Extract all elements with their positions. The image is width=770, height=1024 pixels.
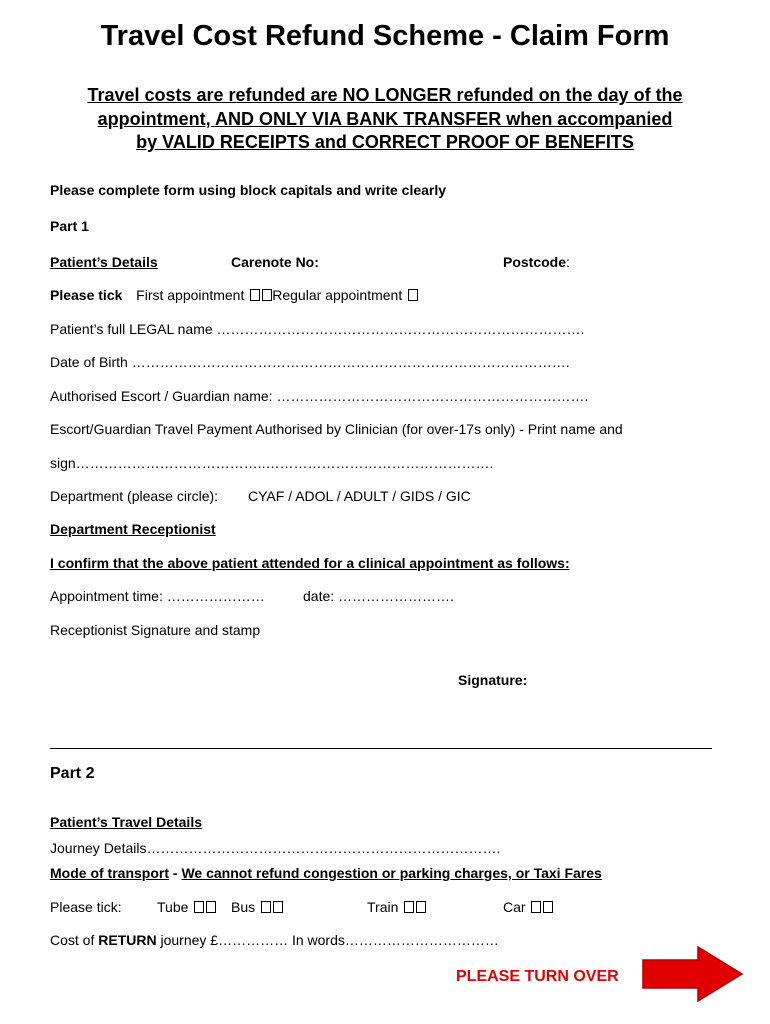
bus-option[interactable] xyxy=(231,899,283,915)
train-label: Train xyxy=(367,899,399,915)
patient-details-heading: Patient’s Details xyxy=(50,254,158,270)
refund-notice xyxy=(0,84,770,155)
part1-heading: Part 1 xyxy=(50,218,89,234)
car-option[interactable] xyxy=(503,899,553,915)
postcode-label xyxy=(503,254,570,270)
tube-checkbox[interactable] xyxy=(194,901,204,913)
turn-over-label: PLEASE TURN OVER xyxy=(456,968,619,985)
return-cost-field[interactable] xyxy=(50,932,499,948)
department-label: Department (please circle): xyxy=(50,488,219,504)
cost-suffix: journey £…………… In words…………………………… xyxy=(156,932,499,948)
notice-line-1: Travel costs are refunded are NO LONGER refunded on the day of the xyxy=(87,85,683,105)
car-checkbox[interactable] xyxy=(531,901,541,913)
form-title: Travel Cost Refund Scheme - Claim Form xyxy=(100,20,670,52)
receptionist-heading: Department Receptionist xyxy=(50,521,216,537)
part2-heading: Part 2 xyxy=(50,765,95,782)
train-option[interactable] xyxy=(367,899,426,915)
escort-payment-text: Escort/Guardian Travel Payment Authorised by Clinician (for over-17s only) - Print name and xyxy=(50,421,623,437)
department-options[interactable]: CYAF / ADOL / ADULT / GIDS / GIC xyxy=(248,488,471,504)
bus-label: Bus xyxy=(231,899,256,915)
first-appointment-checkbox[interactable] xyxy=(250,289,260,301)
tube-label: Tube xyxy=(157,899,189,915)
appointment-time-field[interactable]: Appointment time: ………………… xyxy=(50,588,265,604)
cost-return: RETURN xyxy=(98,932,157,948)
please-tick-label: Please tick xyxy=(50,287,123,303)
car-label: Car xyxy=(503,899,526,915)
tube-option[interactable] xyxy=(157,899,216,915)
tick-box-icon xyxy=(543,901,553,913)
dob-field[interactable]: Date of Birth …………………………………………………………………………………. xyxy=(50,354,570,370)
right-arrow-icon xyxy=(642,946,744,1002)
section-divider xyxy=(50,748,712,749)
bus-checkbox[interactable] xyxy=(261,901,271,913)
appointment-type-row xyxy=(50,287,418,303)
signature-label[interactable]: Signature: xyxy=(458,672,528,688)
regular-appointment-checkbox[interactable] xyxy=(408,289,418,301)
mode-of-transport-row xyxy=(50,865,602,881)
train-checkbox[interactable] xyxy=(404,901,414,913)
notice-line-3: by VALID RECEIPTS and CORRECT PROOF OF BENEFITS xyxy=(136,132,634,152)
carenote-label: Carenote No: xyxy=(231,254,319,270)
escort-name-field[interactable]: Authorised Escort / Guardian name: …………………………………………………………. xyxy=(50,388,589,404)
mode-dash: - xyxy=(169,865,182,881)
tick-box-icon xyxy=(273,901,283,913)
mode-label: Mode of transport xyxy=(50,865,169,881)
travel-details-heading: Patient’s Travel Details xyxy=(50,814,202,830)
postcode-colon: : xyxy=(566,254,570,270)
journey-details-field[interactable]: Journey Details…………………………………………………………………. xyxy=(50,840,501,856)
tick-box-icon xyxy=(416,901,426,913)
mode-note: We cannot refund congestion or parking charges, or Taxi Fares xyxy=(181,865,602,881)
transport-please-tick: Please tick: xyxy=(50,899,122,915)
instructions: Please complete form using block capitals and write clearly xyxy=(50,182,447,198)
first-appointment-label: First appointment xyxy=(136,287,245,303)
notice-line-2: appointment, AND ONLY VIA BANK TRANSFER when accompanied xyxy=(97,108,673,129)
tick-box-icon xyxy=(206,901,216,913)
receptionist-signature-label: Receptionist Signature and stamp xyxy=(50,622,261,638)
regular-appointment-label: Regular appointment xyxy=(272,287,403,303)
appointment-date-field[interactable]: date: ……………………. xyxy=(303,588,454,604)
tick-box-icon xyxy=(262,289,272,301)
full-name-field[interactable]: Patient’s full LEGAL name ……………………………………………………………………. xyxy=(50,321,585,337)
postcode-text: Postcode xyxy=(503,254,567,270)
sign-field[interactable]: sign…………………………………..…………………………………………. xyxy=(50,455,494,471)
confirm-statement: I confirm that the above patient attended for a clinical appointment as follows: xyxy=(50,555,570,571)
cost-prefix: Cost of xyxy=(50,932,99,948)
